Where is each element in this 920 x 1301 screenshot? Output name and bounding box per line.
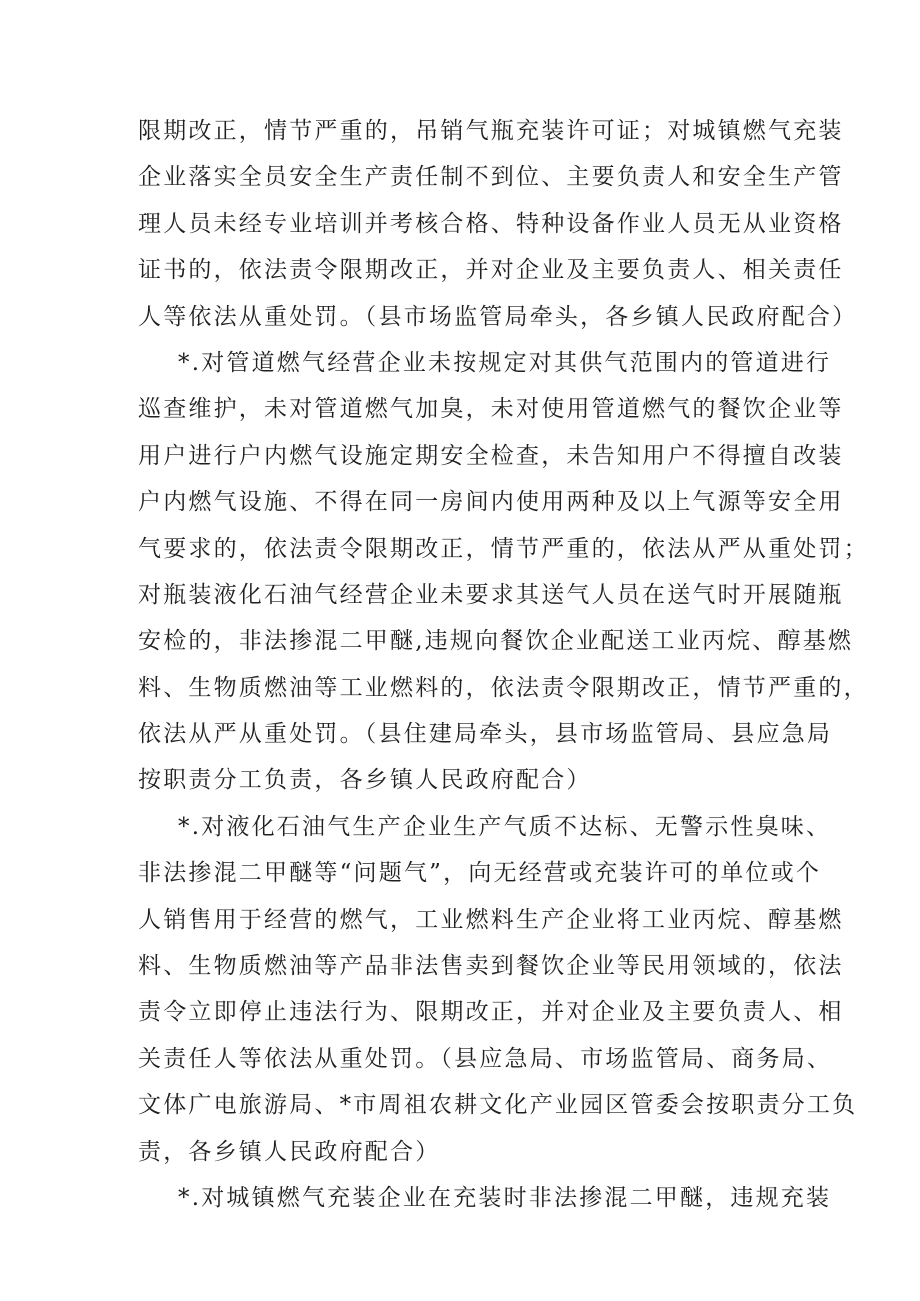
text-line: 按职责分工负责，各乡镇人民政府配合）: [138, 767, 592, 794]
text-line: 安检的，非法掺混二甲醚,违规向餐饮企业配送工业丙烷、醇基燃: [138, 628, 854, 655]
text-line: 气要求的，依法责令限期改正，情节严重的，依法从严从重处罚；: [138, 535, 869, 562]
text-line: 人销售用于经营的燃气，工业燃料生产企业将工业丙烷、醇基燃: [138, 906, 844, 933]
text-line: 非法掺混二甲醚等“问题气”，向无经营或充装许可的单位或个: [138, 860, 822, 887]
text-line: 关责任人等依法从重处罚。（县应急局、市场监管局、商务局、: [138, 1045, 833, 1072]
text-line: 对瓶装液化石油气经营企业未要求其送气人员在送气时开展随瓶: [138, 581, 844, 608]
text-line: 文体广电旅游局、*市周祖农耕文化产业园区管委会按职责分工负: [138, 1092, 858, 1119]
text-line: 户内燃气设施、不得在同一房间内使用两种及以上气源等安全用: [138, 489, 844, 516]
text-line: 责，各乡镇人民政府配合）: [138, 1138, 441, 1165]
text-line: 限期改正，情节严重的，吊销气瓶充装许可证；对城镇燃气充装: [138, 118, 844, 144]
text-line: 人等依法从重处罚。（县市场监管局牵头，各乡镇人民政府配合）: [138, 303, 858, 330]
text-line: 巡查维护，未对管道燃气加臭，未对使用管道燃气的餐饮企业等: [138, 396, 844, 423]
body-text: [138, 108, 869, 1221]
text-line: 企业落实全员安全生产责任制不到位、主要负责人和安全生产管: [138, 164, 844, 191]
paragraph-start-line: *.对液化石油气生产企业生产气质不达标、无警示性臭味、: [178, 813, 832, 840]
text-line: 理人员未经专业培训并考核合格、特种设备作业人员无从业资格: [138, 210, 844, 237]
text-line: 责令立即停止违法行为、限期改正，并对企业及主要负责人、相: [138, 999, 844, 1026]
text-line: 料、生物质燃油等产品非法售卖到餐饮企业等民用领域的，依法: [138, 953, 844, 980]
paragraph-start-line: *.对城镇燃气充装企业在充装时非法掺混二甲醚，违规充装: [178, 1184, 832, 1211]
text-line: 证书的，依法责令限期改正，并对企业及主要负责人、相关责任: [138, 257, 844, 284]
text-line: 用户进行户内燃气设施定期安全检查，未告知用户不得擅自改装: [138, 442, 844, 469]
text-line: 依法从严从重处罚。（县住建局牵头，县市场监管局、县应急局: [138, 721, 833, 748]
paragraph-start-line: *.对管道燃气经营企业未按规定对其供气范围内的管道进行: [178, 349, 832, 376]
text-line: 料、生物质燃油等工业燃料的，依法责令限期改正，情节严重的，: [138, 674, 869, 701]
